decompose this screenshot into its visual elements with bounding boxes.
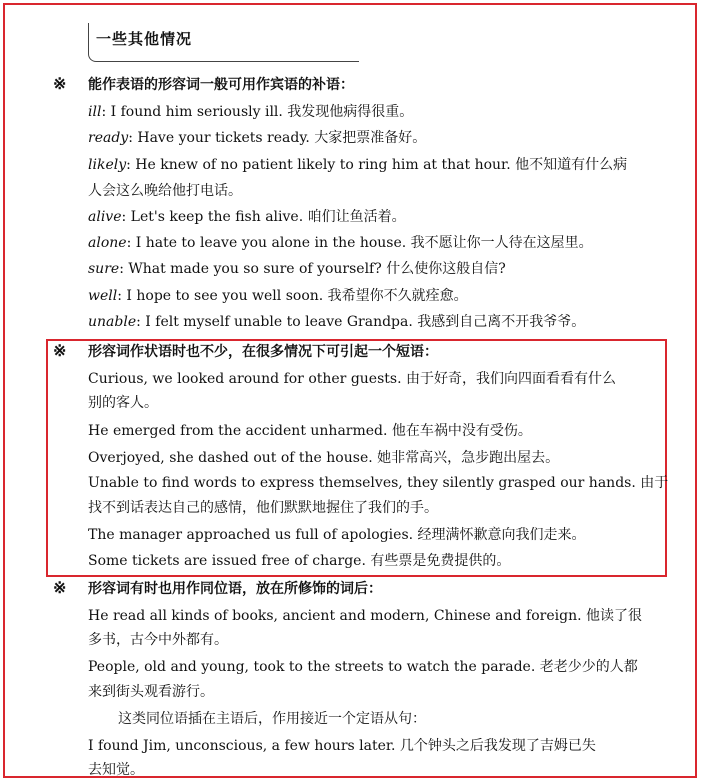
example-line xyxy=(88,312,585,332)
example-word: unable xyxy=(88,314,137,330)
example-line: Overjoyed, she dashed out of the house. 她非常高兴，急步跑出屋去。 xyxy=(88,450,560,466)
example-line xyxy=(88,286,468,306)
example-line: 找不到话表达自己的感情，他们默默地握住了我们的手。 xyxy=(88,500,438,516)
part1-heading: 能作表语的形容词一般可用作宾语的补语： xyxy=(88,77,354,93)
example-line: 别的客人。 xyxy=(88,395,158,411)
example-line: The manager approached us full of apologies. 经理满怀歉意向我们走来。 xyxy=(88,527,586,543)
example-word: ready xyxy=(88,130,129,146)
example-text: : What made you so sure of yourself? 什么使你这般自信? xyxy=(119,261,506,277)
example-word: likely xyxy=(88,157,127,173)
example-line: 来到街头观看游行。 xyxy=(88,684,214,700)
example-text: : I hope to see you well soon. 我希望你不久就痊愈。 xyxy=(117,288,468,304)
example-line: Curious, we looked around for other guests. 由于好奇，我们向四面看看有什么 xyxy=(88,371,616,387)
example-line xyxy=(88,128,426,148)
example-line: He read all kinds of books, ancient and modern, Chinese and foreign. 他读了很 xyxy=(88,608,642,624)
example-line xyxy=(88,259,506,279)
example-text: : I hate to leave you alone in the house. 我不愿让你一人待在这屋里。 xyxy=(126,235,593,251)
example-text: : I felt myself unable to leave Grandpa. 我感到自己离不开我爷爷。 xyxy=(136,314,586,330)
example-line: Unable to find words to express themselves, they silently grasped our hands. 由于 xyxy=(88,475,669,491)
example-text: 人会这么晚给他打电话。 xyxy=(88,183,242,199)
bullet-marker: ※ xyxy=(53,74,67,93)
bullet-marker: ※ xyxy=(53,578,67,597)
example-line: 多书，古今中外都有。 xyxy=(88,632,228,648)
example-word: well xyxy=(88,288,118,304)
example-line xyxy=(88,155,627,175)
example-line: Some tickets are issued free of charge. 有些票是免费提供的。 xyxy=(88,553,511,569)
example-line xyxy=(88,207,406,227)
example-text: : Let's keep the fish alive. 咱们让鱼活着。 xyxy=(121,209,406,225)
example-line xyxy=(88,233,593,253)
example-line: I found Jim, unconscious, a few hours later. 几个钟头之后我发现了吉姆已失 xyxy=(88,738,596,754)
example-line xyxy=(88,181,242,201)
example-text: : I found him seriously ill. 我发现他病得很重。 xyxy=(101,104,414,120)
example-word: sure xyxy=(88,261,120,277)
example-text: : Have your tickets ready. 大家把票准备好。 xyxy=(128,130,427,146)
example-line xyxy=(88,102,413,122)
bullet-marker: ※ xyxy=(53,341,67,360)
example-line: He emerged from the accident unharmed. 他在车祸中没有受伤。 xyxy=(88,423,532,439)
example-text: : He knew of no patient likely to ring him at that hour. 他不知道有什么病 xyxy=(126,157,628,173)
example-line: 去知觉。 xyxy=(88,762,144,778)
part2-heading: 形容词作状语时也不少，在很多情况下可引起一个短语： xyxy=(88,344,438,360)
section-title: 一些其他情况 xyxy=(96,30,193,48)
part3-heading: 形容词有时也用作同位语，放在所修饰的词后： xyxy=(88,581,382,597)
example-word: alive xyxy=(88,209,122,225)
example-line: People, old and young, took to the streets to watch the parade. 老老少少的人都 xyxy=(88,659,638,675)
example-word: ill xyxy=(88,104,102,120)
example-word: alone xyxy=(88,235,127,251)
note-line: 这类同位语插在主语后，作用接近一个定语从句： xyxy=(118,711,426,727)
